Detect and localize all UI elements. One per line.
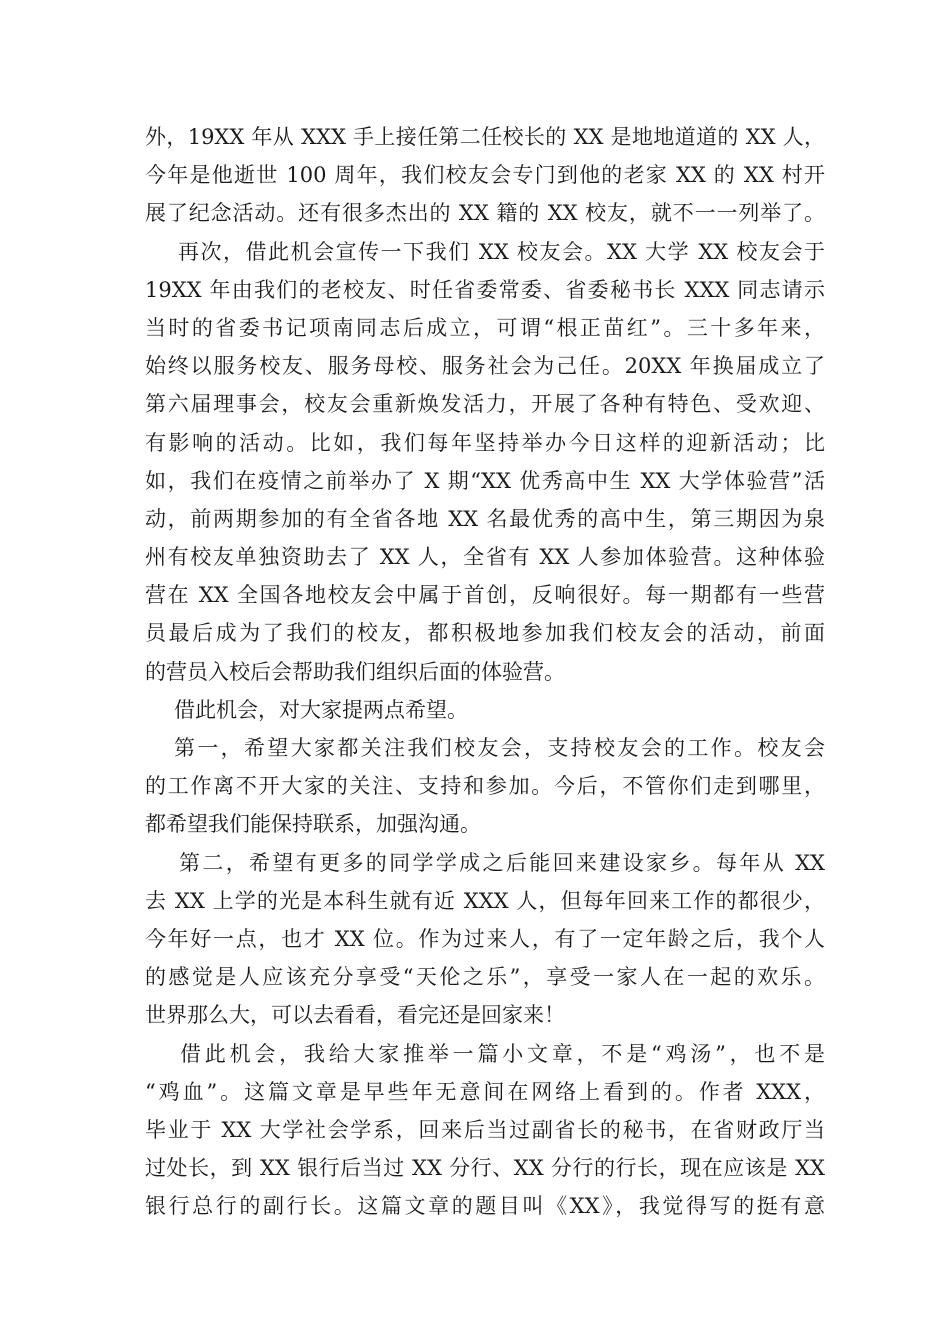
text-line: 外，19XX 年从 XXX 手上接任第二任校长的 XX 是地地道道的 XX 人， xyxy=(145,125,825,149)
text-line: 展了纪念活动。还有很多杰出的 XX 籍的 XX 校友，就不一一列举了。 xyxy=(145,201,825,226)
text-line: 19XX 年由我们的老校友、时任省委常委、省委秘书长 XXX 同志请示 xyxy=(145,277,825,302)
text-line: 银行总行的副行长。这篇文章的题目叫《XX》，我觉得写的挺有意 xyxy=(145,1194,825,1219)
text-line: 借此机会，对大家提两点希望。 xyxy=(174,697,468,722)
text-line: 世界那么大，可以去看看，看完还是回家来！ xyxy=(145,1003,565,1028)
text-line: 第六届理事会，校友会重新焕发活力，开展了各种有特色、受欢迎、 xyxy=(145,392,825,417)
text-line: 借此机会，我给大家推举一篇小文章，不是“鸡汤”，也不是 xyxy=(180,1041,825,1066)
text-line: 营在 XX 全国各地校友会中属于首创，反响很好。每一期都有一些营 xyxy=(145,583,825,608)
text-line: 员最后成为了我们的校友，都积极地参加我们校友会的活动，前面 xyxy=(145,621,825,646)
text-line: 的营员入校后会帮助我们组织后面的体验营。 xyxy=(145,659,565,684)
text-line: 毕业于 XX 大学社会学系，回来后当过副省长的秘书，在省财政厅当 xyxy=(145,1117,825,1142)
text-line: 始终以服务校友、服务母校、服务社会为己任。20XX 年换届成立了 xyxy=(145,354,825,379)
text-line: 第二，希望有更多的同学学成之后能回来建设家乡。每年从 XX xyxy=(179,850,825,875)
text-line: 有影响的活动。比如，我们每年坚持举办今日这样的迎新活动；比 xyxy=(145,430,825,455)
text-line: 今年是他逝世 100 周年，我们校友会专门到他的老家 XX 的 XX 村开 xyxy=(145,163,825,188)
text-line: 第一，希望大家都关注我们校友会，支持校友会的工作。校友会 xyxy=(174,736,825,760)
text-line: 动，前两期参加的有全省各地 XX 名最优秀的高中生，第三期因为泉 xyxy=(145,506,825,531)
text-line: 当时的省委书记项南同志后成立，可谓“根正苗红”。三十多年来， xyxy=(145,315,825,340)
text-line: 今年好一点，也才 XX 位。作为过来人，有了一定年龄之后，我个人 xyxy=(145,926,825,951)
document-body xyxy=(145,118,825,1225)
text-line: 的工作离不开大家的关注、支持和参加。今后，不管你们走到哪里， xyxy=(145,774,825,799)
text-line: 去 XX 上学的光是本科生就有近 XXX 人，但每年回来工作的都很少， xyxy=(145,888,825,913)
text-line: 的感觉是人应该充分享受“天伦之乐”，享受一家人在一起的欢乐。 xyxy=(145,965,825,990)
text-line: 再次，借此机会宣传一下我们 XX 校友会。XX 大学 XX 校友会于 xyxy=(178,239,825,264)
text-line: 过处长，到 XX 银行后当过 XX 分行、XX 分行的行长，现在应该是 XX xyxy=(145,1156,825,1181)
text-line: 都希望我们能保持联系，加强沟通。 xyxy=(145,812,481,837)
text-line: 州有校友单独资助去了 XX 人，全省有 XX 人参加体验营。这种体验 xyxy=(145,545,825,570)
text-line: “鸡血”。这篇文章是早些年无意间在网络上看到的。作者 XXX， xyxy=(145,1079,825,1104)
text-line: 如，我们在疫情之前举办了 X 期“XX 优秀高中生 XX 大学体验营”活 xyxy=(145,468,825,493)
